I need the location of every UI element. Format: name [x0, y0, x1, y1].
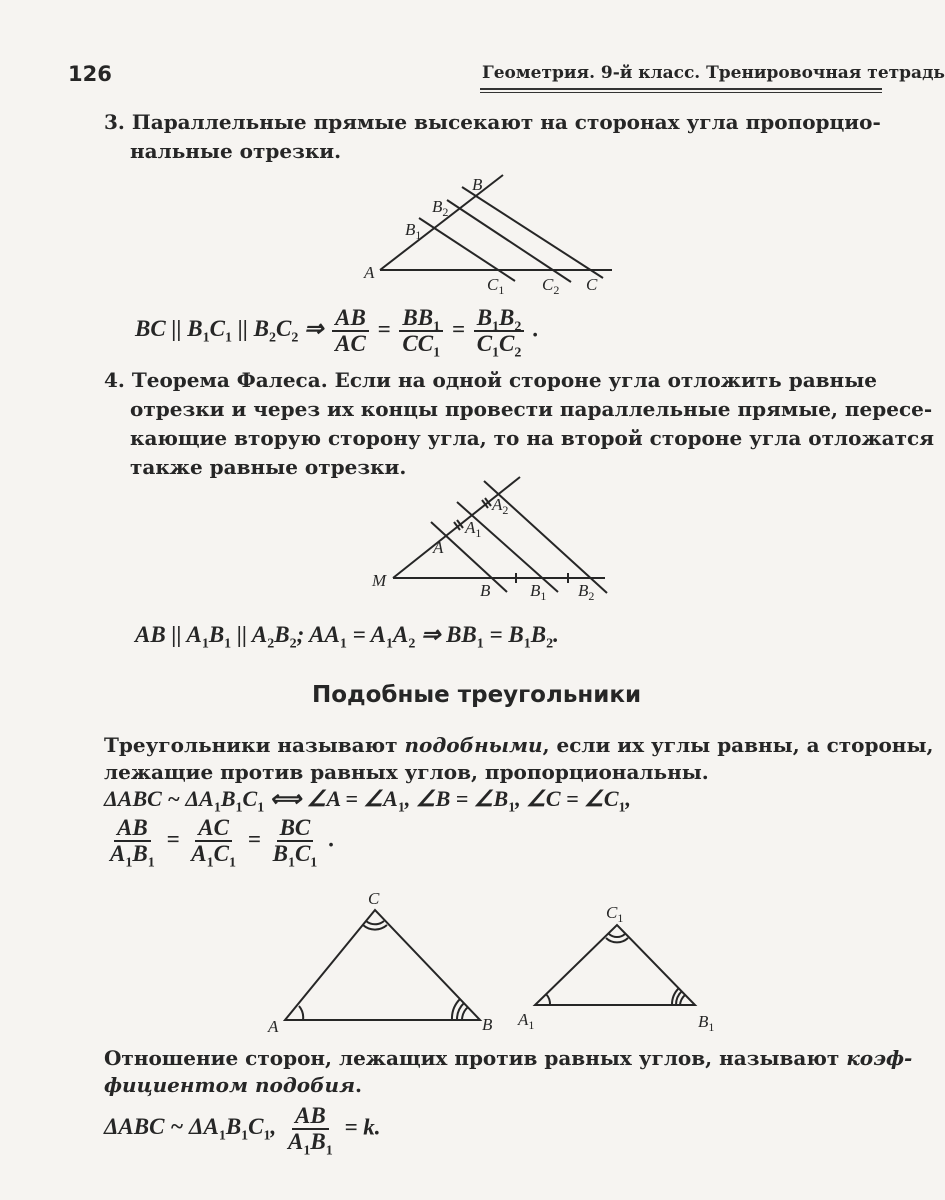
definition-line2: лежащие против равных углов, пропорциональны.	[104, 760, 709, 784]
label-B2: $B_2$	[578, 581, 595, 603]
label-A: A	[433, 538, 444, 557]
fraction: $\frac{B_1B_2}{C_1C_2}$	[474, 306, 525, 356]
similar-triangles	[285, 910, 695, 1020]
coefficient-formula: ΔABC ~ $\Delta A_1B_1C_1$, $\frac{AB}{A_1B_1}$ = k.	[104, 1103, 381, 1159]
section-heading: Подобные треугольники	[312, 682, 642, 708]
theorem-title: 4. Теорема Фалеса.	[104, 368, 328, 392]
similarity-formula: ΔABC ~ $\Delta A_1B_1C_1$ ⟺ ∠A = $\angle A_1$, ∠B = $\angle B_1$, ∠C = $\angle C_1$,	[104, 786, 632, 816]
label-B1: $B_1$	[405, 220, 422, 242]
label-B1: $B_1$	[530, 581, 547, 603]
equals: =	[451, 316, 465, 342]
fraction: $\frac{AC}{A_1C_1}$	[191, 815, 236, 871]
label-A1: $A_1$	[518, 1010, 535, 1032]
running-title: Геометрия. 9-й класс. Тренировочная тетрадь	[482, 63, 945, 83]
formula-lhs: BC || $B_1C_1$ || $B_2C_2$ ⇒	[135, 316, 324, 346]
fraction: $\frac{AB}{A_1B_1}$	[288, 1103, 333, 1159]
label-A1: $A_1$	[465, 518, 482, 540]
label-B1: $B_1$	[698, 1012, 715, 1034]
label-M: M	[372, 571, 387, 590]
definition-line1: Треугольники называют подобными, если их углы равны, а стороны,	[104, 733, 934, 757]
label-A: A	[364, 263, 375, 282]
label-C: C	[586, 275, 598, 294]
fraction: $\frac{AB}{AC}$	[332, 306, 369, 356]
label-C2: $C_2$	[542, 275, 560, 297]
label-A: A	[268, 1017, 279, 1036]
fraction: $\frac{BB_1}{CC_1}$	[399, 306, 443, 356]
item4-text: Если на одной стороне угла отложить равные	[327, 368, 877, 392]
item3-formula	[135, 305, 539, 361]
thales-formula: AB || $A_1B_1$ || $A_2B_2$; $AA_1 = A_1A_2$ ⇒ $BB_1 = B_1B_2$.	[135, 622, 559, 652]
ratio-formula: $\frac{AB}{A_1B_1}$ = $\frac{AC}{A_1C_1}$ = $\frac{BC}{B_1C_1}$ .	[104, 816, 335, 866]
period: .	[533, 316, 539, 342]
coefficient-line2: фициентом подобия.	[104, 1073, 362, 1097]
item4-line3: кающие вторую сторону угла, то на второй стороне угла отложатся	[130, 426, 934, 450]
item4-line4: также равные отрезки.	[130, 455, 407, 479]
label-B2: $B_2$	[432, 197, 449, 219]
fraction: $\frac{AB}{A_1B_1}$	[110, 815, 155, 871]
label-B: B	[482, 1015, 493, 1034]
item3-line1: 3. Параллельные прямые высекают на сторонах угла пропорцио-	[104, 110, 881, 134]
item4-line2: отрезки и через их концы провести параллельные прямые, пересе-	[130, 397, 933, 421]
label-C: C	[368, 889, 380, 908]
label-B: B	[472, 175, 483, 194]
page-number: 126	[68, 62, 112, 86]
fraction: $\frac{BC}{B_1C_1}$	[272, 815, 318, 871]
item3-line2: нальные отрезки.	[130, 139, 342, 163]
label-C1: $C_1$	[606, 903, 624, 925]
equals: =	[377, 316, 391, 342]
coefficient-line1: Отношение сторон, лежащих против равных углов, называют коэф-	[104, 1046, 913, 1070]
label-B: B	[480, 581, 491, 600]
label-A2: $A_2$	[492, 495, 509, 517]
label-C1: $C_1$	[487, 275, 505, 297]
item4-line1	[104, 367, 877, 393]
